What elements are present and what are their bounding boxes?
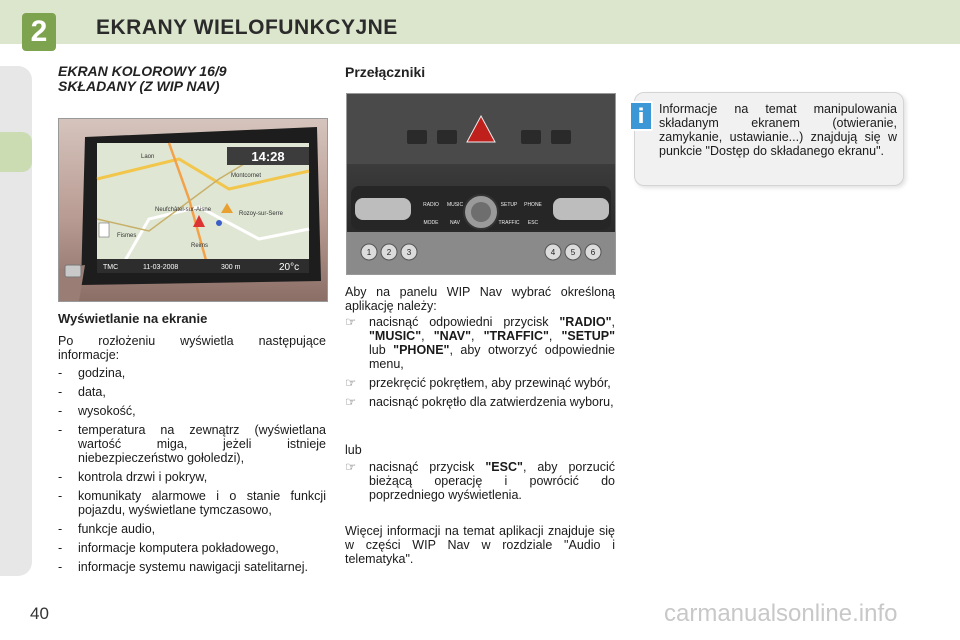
- list-item: ☞ przekręcić pokrętłem, aby przewinąć wybór,: [345, 376, 611, 390]
- pointing-hand-icon: ☞: [345, 460, 357, 474]
- panel-button-label: MUSIC: [446, 202, 464, 208]
- list-item: ☞ nacisnąć przycisk "ESC", aby porzucić bieżącą operację i powrócić do poprzedniego wyświetlenia.: [345, 460, 615, 502]
- display-list: [58, 366, 326, 579]
- screen-temperature: 20°c: [279, 262, 300, 273]
- info-note-box: [634, 92, 904, 186]
- list-item: - informacje systemu nawigacji satelitarnej.: [58, 560, 308, 574]
- list-item: - data,: [58, 385, 106, 399]
- section-heading-screen: EKRAN KOLOROWY 16/9 SKŁADANY (Z WIP NAV): [58, 63, 227, 94]
- position-marker-icon: [216, 220, 222, 226]
- preset-number: 6: [590, 248, 596, 257]
- list-item: ☞ nacisnąć pokrętło dla zatwierdzenia wyboru,: [345, 395, 614, 409]
- pointing-hand-icon: ☞: [345, 395, 357, 409]
- screen-clock: 14:28: [251, 149, 285, 164]
- list-item: - godzina,: [58, 366, 126, 380]
- esp-button-icon: [521, 130, 541, 144]
- list-item: - kontrola drzwi i pokryw,: [58, 470, 208, 484]
- map-label: Reims: [191, 243, 209, 249]
- subheading-display: Wyświetlanie na ekranie: [58, 311, 208, 326]
- screen-illustration: [59, 119, 327, 301]
- panel-button-label: PHONE: [524, 202, 542, 208]
- unlock-button-icon: [437, 130, 457, 144]
- panel-button-icon: [551, 130, 571, 144]
- list-item: ☞ nacisnąć odpowiedni przycisk "RADIO", "MUSIC", "NAV", "TRAFFIC", "SETUP" lub "PHONE", aby otworzyć odpowiednie menu,: [345, 315, 616, 371]
- chapter-badge: 2: [22, 13, 56, 51]
- screen-tmc: TMC: [103, 264, 119, 271]
- map-label: Rozoy-sur-Serre: [239, 211, 284, 217]
- list-item: - informacje komputera pokładowego,: [58, 541, 279, 555]
- preset-number: 1: [366, 248, 372, 257]
- panel-button-label: MODE: [423, 220, 439, 226]
- map-label: Neufchâtel-sur-Aisne: [155, 207, 212, 213]
- preset-number: 2: [386, 248, 392, 257]
- watermark: carmanualsonline.info: [664, 600, 898, 627]
- or-label: lub: [345, 443, 362, 457]
- section-heading-switches: Przełączniki: [345, 64, 426, 80]
- switches-steps-esc: [345, 460, 615, 507]
- eject-button-icon: [65, 265, 81, 277]
- panel-button-label: TRAFFIC: [498, 220, 520, 226]
- page-number: 40: [30, 604, 49, 623]
- info-note-text: Informacje na temat manipulowania składanym ekranem (otwieranie, zamykanie, ustawianie...) znajdują się w punkcie "Dostęp do składanego ekranu".: [659, 102, 897, 158]
- info-icon: i: [629, 101, 653, 131]
- switches-steps: [345, 315, 615, 414]
- map-label: Laon: [141, 154, 155, 160]
- screen-photo: [58, 118, 328, 302]
- lock-button-icon: [407, 130, 427, 144]
- list-item: - wysokość,: [58, 404, 136, 418]
- pointing-hand-icon: ☞: [345, 376, 357, 390]
- display-intro: Po rozłożeniu wyświetla następujące informacje:: [58, 334, 326, 362]
- panel-button-label: ESC: [527, 220, 539, 226]
- screen-date: 11-03-2008: [143, 264, 179, 271]
- list-item: - komunikaty alarmowe i o stanie funkcji pojazdu, wyświetlane tymczasowo,: [58, 489, 326, 517]
- map-label: Montcornet: [231, 173, 262, 179]
- control-panel-photo: [346, 93, 616, 275]
- chapter-title: EKRANY WIELOFUNKCYJNE: [96, 16, 398, 39]
- map-label: Fismes: [117, 233, 137, 239]
- control-panel-illustration: [347, 94, 615, 274]
- more-info-text: Więcej informacji na temat aplikacji znajduje się w części WIP Nav w rozdziale "Audio i telematyka".: [345, 524, 615, 566]
- compass-icon: [99, 223, 109, 237]
- panel-button-label: NAV: [450, 220, 460, 226]
- side-tab: [0, 132, 32, 172]
- screen-distance: 300 m: [221, 264, 241, 271]
- pointing-hand-icon: ☞: [345, 315, 357, 329]
- panel-button-label: SETUP: [500, 202, 518, 208]
- preset-number: 4: [550, 248, 556, 257]
- list-item: - temperatura na zewnątrz (wyświetlana wartość miga, jeżeli istnieje niebezpieczeństwo gołoledzi),: [58, 423, 326, 465]
- preset-number: 5: [570, 248, 576, 257]
- switches-intro: Aby na panelu WIP Nav wybrać określoną aplikację należy:: [345, 285, 615, 313]
- panel-button-label: RADIO: [423, 202, 439, 208]
- volume-button-icon: [355, 198, 411, 220]
- seek-button-icon: [553, 198, 609, 220]
- list-item: - funkcje audio,: [58, 522, 156, 536]
- preset-number: 3: [406, 248, 412, 257]
